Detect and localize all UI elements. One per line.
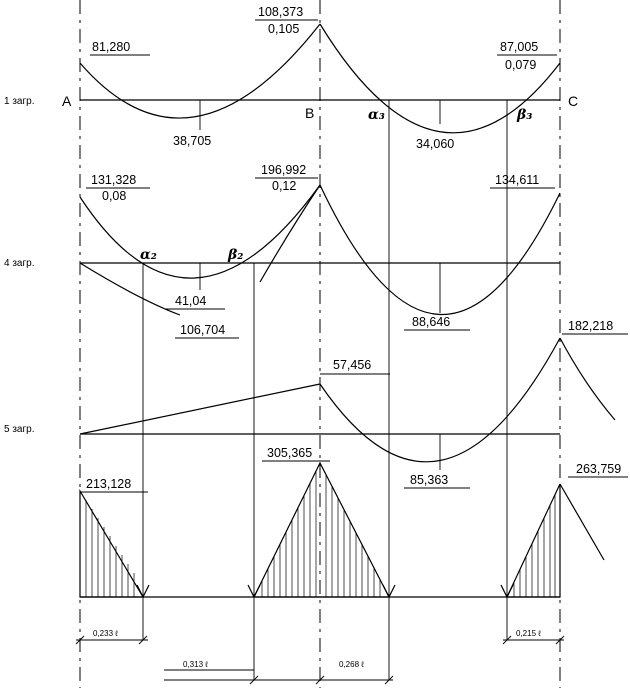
hatch-b xyxy=(262,471,380,597)
value-env-a: 213,128 xyxy=(86,477,132,491)
envelope-triangle-c xyxy=(507,484,560,597)
point-c: C xyxy=(568,93,579,109)
value-r1-b-top: 108,373 xyxy=(258,5,304,19)
dim-label-d1: 0,233 ℓ xyxy=(93,629,118,638)
dim-label-d2: 0,313 ℓ xyxy=(183,660,208,669)
value-r4-a-bot: 0,08 xyxy=(102,189,127,203)
point-a: A xyxy=(62,93,72,109)
row-label-4: 4 загр. xyxy=(4,258,35,269)
value-r1-a: 81,280 xyxy=(92,40,131,54)
value-r4-mid1a: 41,04 xyxy=(175,294,207,308)
greek-beta2: β₂ xyxy=(228,247,244,263)
dim-label-d3: 0,268 ℓ xyxy=(339,660,364,669)
value-r5-c: 182,218 xyxy=(568,319,614,333)
value-r1-b-bot: 0,105 xyxy=(268,22,300,36)
moment-curve-row4-span1-tail xyxy=(260,185,320,282)
value-r5-mid2: 85,363 xyxy=(410,473,449,487)
dim-label-d4: 0,215 ℓ xyxy=(516,629,541,638)
hatch-a xyxy=(86,500,134,597)
value-r4-b-bot: 0,12 xyxy=(272,179,297,193)
value-r1-mid2: 34,060 xyxy=(416,137,455,151)
row-label-5: 5 загр. xyxy=(4,424,35,435)
hatch-c xyxy=(514,494,555,597)
moment-curve-row4-span1-alt xyxy=(80,263,180,315)
value-r4-mid1b: 106,704 xyxy=(180,323,226,337)
envelope-c-tail xyxy=(560,484,604,560)
value-env-c: 263,759 xyxy=(576,462,622,476)
value-r1-mid1: 38,705 xyxy=(173,134,212,148)
value-env-b: 305,365 xyxy=(267,446,313,460)
value-r4-a-top: 131,328 xyxy=(91,173,137,187)
value-r4-mid2: 88,646 xyxy=(412,315,451,329)
greek-alpha2: α₂ xyxy=(140,247,157,263)
greek-alpha3: α₃ xyxy=(368,107,385,123)
value-r4-b-top: 196,992 xyxy=(261,163,307,177)
envelope-triangle-a xyxy=(80,491,143,597)
greek-beta3: β₃ xyxy=(517,107,533,123)
value-r5-b: 57,456 xyxy=(333,358,372,372)
value-r1-c-top: 87,005 xyxy=(500,40,539,54)
moment-curve-row5-tail xyxy=(560,338,615,420)
row-label-1: 1 загр. xyxy=(4,96,35,107)
value-r4-c: 134,611 xyxy=(495,173,540,187)
point-b: B xyxy=(305,105,315,121)
moment-line-row5-span1 xyxy=(80,384,320,434)
value-r1-c-bot: 0,079 xyxy=(505,58,537,72)
